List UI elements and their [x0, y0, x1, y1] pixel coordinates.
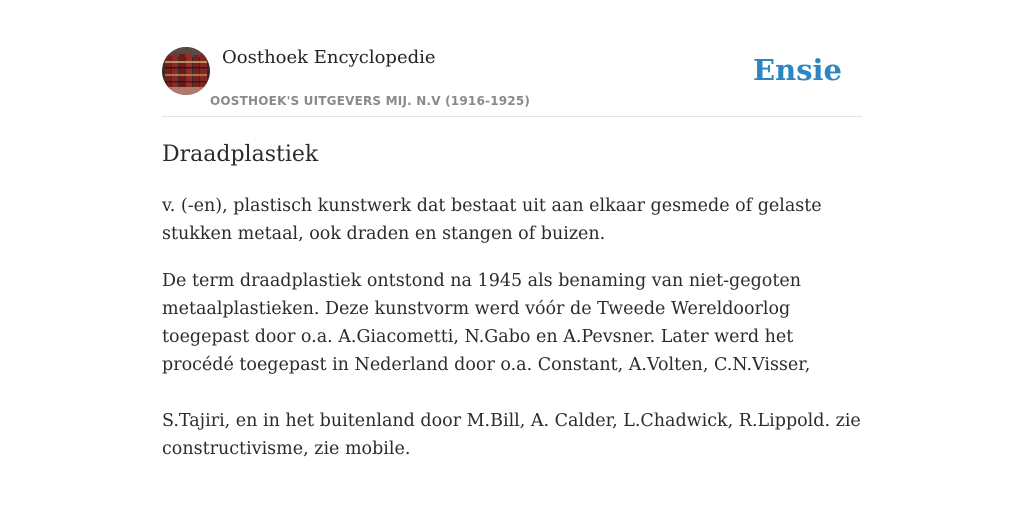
publisher-label: OOSTHOEK'S UITGEVERS MIJ. N.V (1916-1925)	[210, 94, 531, 108]
page-container	[162, 0, 862, 512]
site-name[interactable]: Oosthoek Encyclopedie	[222, 47, 436, 68]
article-title: Draadplastiek	[162, 142, 319, 167]
article-paragraph: De term draadplastiek ontstond na 1945 als benaming van niet-gegoten metaalplastieken. Deze kunstvorm werd vóór de Tweede Wereldoorlog toegepast door o.a. A.Giacometti, N.Gabo en A.Pevsner. Later werd het procédé toegepast in Nederland door o.a. Constant, A.Volten, C.N.Visser,	[162, 271, 811, 375]
site-header	[162, 46, 862, 117]
ensie-logo[interactable]: Ensie	[753, 53, 842, 87]
article-paragraph: v. (-en), plastisch kunstwerk dat bestaat uit aan elkaar gesmede of gelaste stukken metaal, ook draden en stangen of buizen.	[162, 196, 822, 244]
encyclopedia-books-icon[interactable]	[162, 47, 210, 95]
article-paragraph: S.Tajiri, en in het buitenland door M.Bill, A. Calder, L.Chadwick, R.Lippold. zie constructivisme, zie mobile.	[162, 411, 861, 459]
